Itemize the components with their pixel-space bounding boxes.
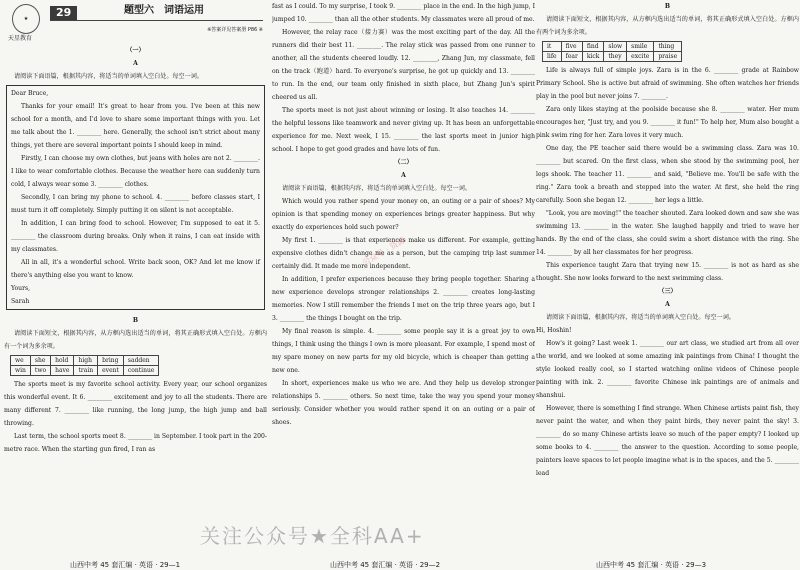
passage-paragraph: Life is always full of simple joys. Zara is in the 6. ________ grade at Rainbow Primary School. She is active but afraid of swimming. She often watches her friends play in the pool but never joins 7. ________. xyxy=(536,67,799,100)
passage-paragraph: This experience taught Zara that trying new 15. ________ is not as hard as she thought. She now looks forward to the next swimming class. xyxy=(536,262,799,282)
instruction: 请阅读下面短文，根据其内容，从方框内选出适当的单词，将其正确形式填入空白处。方框内有两个词为多余项。 xyxy=(536,16,799,36)
passage-paragraph: Last term, the school sports meet 8. ________ in September. I took part in the 200-metre race. When the starting gun fired, I ran as xyxy=(4,433,267,453)
letter-line: Secondly, I can bring my phone to school. 4. ________ before classes start, I must turn it off completely. Simply putting it on silent is not acceptable. xyxy=(11,194,260,214)
passage-paragraph: However, there is something I find strange. When Chinese artists paint fish, they never paint the water, and when they paint birds, they never paint the sky! 3. ________ do so many Chinese artists leave so much of the paper empty? I looked up some books to 4. ________ the answer to the question. According to some people, painters leave spaces to let people imagine what is in the spaces, and the 5. ________ lead xyxy=(536,405,799,477)
footer-right: 山西中考 45 套汇编 · 英语 · 29—3 xyxy=(596,561,707,569)
word-box-cell: thing xyxy=(654,42,682,52)
passage-paragraph: fast as I could. To my surprise, I took 9. ________ place in the end. In the high jump, I jumped 10. ________ than all the other students. My classmates were all proud of me. xyxy=(272,3,535,23)
letter-closing: Yours, xyxy=(11,285,31,292)
passage-paragraph: Which would you rather spend your money on, an outing or a pair of shoes? My opinion is that spending money on experiences brings greater happiness. But why exactly do experiences hold such power? xyxy=(272,198,535,231)
answer-note: ※答案详见答案册 P86 ※ xyxy=(207,27,263,33)
word-box-cell: hold xyxy=(51,356,74,366)
passage-paragraph: The sports meet is my favorite school activity. Every year, our school organizes this wonderful event. It 6. ________ excitement and joy to all the students. There are many different 7. ________ like running, the long jump, the high jump and ball throwing. xyxy=(4,381,267,427)
letter-box xyxy=(6,85,265,310)
passage-paragraph: How's it going? Last week 1. ________ our art class, we studied art from all over the world, and we looked at some amazing ink paintings from China! I thought the style looked really cool, so I started watching online videos of Chinese people painting with ink. 2. ________ favorite Chinese ink paintings are of animals and shanshui. xyxy=(536,340,799,399)
passage-paragraph: My final reason is simple. 4. ________ some people say it is a great joy to own things, I think using the things I own is more pleasant. For example, I spend most of my spare money on new parts for my old bicycle, which is cheaper than getting a new one. xyxy=(272,328,535,374)
section-heading: （三） xyxy=(658,288,677,295)
word-box-cell: have xyxy=(51,366,74,376)
page-column-2 xyxy=(272,0,535,566)
word-box-cell: fear xyxy=(561,52,582,62)
word-box-cell: they xyxy=(604,52,627,62)
section-heading: （一） xyxy=(126,47,145,54)
passage-paragraph: One day, the PE teacher said there would be a swimming class. Zara was 10. ________ but scared. On the first class, when she stood by the swimming pool, her legs shook. The teacher 11. ________ and said, "Believe me. You'll be safe with the ring." Zara took a breath and stepped into the water. At first, she held the ring carefully. Soon she began 12. ________ her legs a little. xyxy=(536,145,799,204)
word-box xyxy=(542,41,682,62)
word-box-cell: bring xyxy=(98,356,124,366)
letter-line: Firstly, I can choose my own clothes, but jeans with holes are not 2. ________. I like to wear comfortable clothes. Because the weather here can suddenly turn cold, I always wear some 3. ________ clothes. xyxy=(11,155,260,188)
part-heading: B xyxy=(132,317,139,324)
letter-line: Dear Bruce, xyxy=(11,90,49,97)
footer-mid: 山西中考 45 套汇编 · 英语 · 29—2 xyxy=(330,561,441,569)
word-box-cell: kick xyxy=(582,52,604,62)
word-box-cell: slow xyxy=(604,42,627,52)
word-box-cell: excite xyxy=(627,52,654,62)
page-number-badge: 29 xyxy=(50,6,77,20)
page-title: 题型六 词语运用 xyxy=(124,5,204,16)
passage-paragraph: "Look, you are moving!" the teacher shouted. Zara looked down and saw she was swimming 13. ________ in the water. She laughed happily and tried to wave her hands. By the end of the class, she could swim a short distance with the ring. She 14. ________ by all her classmates for her progress. xyxy=(536,210,799,256)
word-box-cell: continue xyxy=(123,366,158,376)
part-heading: A xyxy=(665,301,670,308)
brand-name: 天星教育 xyxy=(8,35,33,42)
word-box-cell: she xyxy=(30,356,50,366)
letter-line: All in all, it's a wonderful school. Write back soon, OK? And let me know if there's anything else you want to know. xyxy=(11,259,260,279)
passage-paragraph: My first 1. ________ is that experiences make us different. For example, getting expensive clothes didn't change me as a person, but the camping trip last summer certainly did. It made me more independent. xyxy=(272,237,535,270)
page-header xyxy=(4,0,267,44)
word-box-cell: smile xyxy=(627,42,654,52)
header-divider xyxy=(50,20,263,21)
word-box-cell: life xyxy=(543,52,562,62)
word-box-cell: win xyxy=(11,366,31,376)
word-box-cell: event xyxy=(98,366,124,376)
letter-signature: Sarah xyxy=(11,298,30,305)
word-box-cell: we xyxy=(11,356,31,366)
word-box-cell: high xyxy=(74,356,98,366)
word-box-cell: praise xyxy=(654,52,682,62)
page-column-3 xyxy=(536,0,799,566)
instruction: 请阅读下面短文，根据其内容，从方框内选出适当的单词，将其正确形式填入空白处。方框内有一个词为多余项。 xyxy=(4,330,267,350)
stamp-watermark: 公众号 · 资源 xyxy=(360,235,407,268)
instruction: 请阅读下面语篇，根据其内容，将适当的单词填入空白处。每空一词。 xyxy=(14,73,203,80)
letter-line: In addition, I can bring food to school. However, I'm supposed to eat it 5. ________ the classroom during breaks. Only when it rains, I can eat inside with my classmates. xyxy=(11,220,260,253)
passage-paragraph: In short, experiences make us who we are. And they help us develop stronger relationships 5. ________ others. So next time, take the way you spend your money seriously. Consider whether you would rather spend it on an outing or a pair of shoes. xyxy=(272,380,535,426)
word-box xyxy=(10,355,159,376)
passage-paragraph: Zara only likes staying at the poolside because she 8. ________ water. Her mum encourages her, "Just try, and you 9. ________ it fun!" To help her, Mum also bought a pink swim ring for her. Zara loves it very much. xyxy=(536,106,799,139)
passage-paragraph: However, the relay race（接力赛）was the most exciting part of the day. All the runners did their best 11. ________. The relay stick was passed from one runner to another, all the students cheered loudly. 12. ________, Zhang Jun, my classmate, fell on the track（跑道）hard. To everyone's surprise, he got up quickly and 13. ________ to run. In the end, our team only finished in sixth place, but Zhang Jun's spirit cheered us all. xyxy=(272,29,535,101)
word-box-cell: sadden xyxy=(123,356,158,366)
word-box-cell: it xyxy=(543,42,562,52)
instruction: 请阅读下面语篇，根据其内容，将适当的单词填入空白处。每空一词。 xyxy=(546,314,735,321)
word-box-cell: two xyxy=(30,366,50,376)
passage-paragraph: Hi, Hoshin! xyxy=(536,327,572,334)
section-heading: （二） xyxy=(394,159,413,166)
part-heading: A xyxy=(133,60,138,67)
word-box-cell: find xyxy=(582,42,604,52)
passage-paragraph: In addition, I prefer experiences because they bring people together. Sharing a new experience develops stronger relationships 2. ________ creates long-lasting memories. Now I still remember the friends I met on the trip three years ago, but I 3. ________ the things I bought on the trip. xyxy=(272,276,535,322)
word-box-cell: five xyxy=(561,42,582,52)
letter-line: Thanks for your email! It's great to hear from you. I've been at this new school for a month, and I'd love to share some important things with you. Let me talk about the 1. ________ here. Generally, the school isn't strict about many things, yet there are several important points I should keep in mind. xyxy=(11,103,260,149)
footer-left: 山西中考 45 套汇编 · 英语 · 29—1 xyxy=(70,561,181,569)
watermark: 关注公众号★全科AA+ xyxy=(200,524,425,548)
page-column-1 xyxy=(4,0,267,566)
word-box-cell: train xyxy=(74,366,98,376)
part-heading: B xyxy=(664,3,671,10)
instruction: 请阅读下面语篇，根据其内容，将适当的单词填入空白处。每空一词。 xyxy=(282,185,471,192)
brand-logo: ★ xyxy=(12,4,40,34)
part-heading: A xyxy=(401,172,406,179)
passage-paragraph: The sports meet is not just about winning or losing. It also teaches 14. ________ the helpful lessons like teamwork and never giving up. It has been an unforgettable experience for me. Next week, I 15. ________ the last sports meet in junior high school. I hope to get good grades and have lots of fun. xyxy=(272,107,535,153)
